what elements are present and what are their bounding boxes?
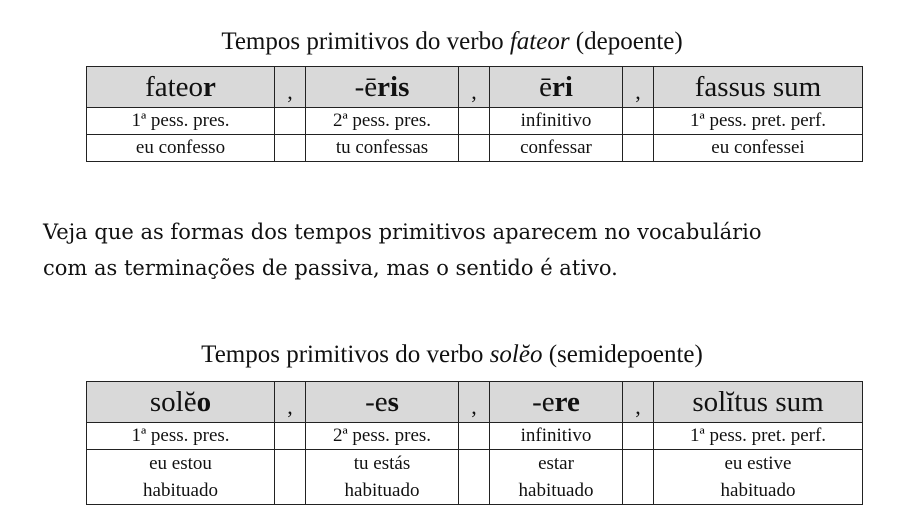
empty-cell <box>623 135 654 162</box>
translation-cell: eu confessei <box>654 135 863 162</box>
paragraph-line: Veja que as formas dos tempos primitivos aparecem no vocabulário <box>43 220 762 244</box>
empty-cell <box>275 423 306 450</box>
empty-cell <box>623 108 654 135</box>
separator-comma: , <box>459 67 490 108</box>
table1-title <box>0 27 904 57</box>
table2-title <box>0 340 904 370</box>
translation-line: habituado <box>143 480 218 501</box>
translation-cell <box>654 450 863 505</box>
separator-comma: , <box>623 382 654 423</box>
stem: fassus sum <box>694 70 822 103</box>
stem: -ē <box>354 70 378 103</box>
empty-cell <box>623 450 654 505</box>
table-row-forms <box>87 423 863 450</box>
translation-line: eu estive <box>724 453 792 474</box>
translation-line: tu estás <box>353 453 411 474</box>
translation-cell: eu confesso <box>87 135 275 162</box>
head-cell-3 <box>490 382 623 423</box>
stem: fateo <box>145 70 204 103</box>
table-row-head <box>87 67 863 108</box>
ending: r <box>203 70 216 103</box>
table-row-translations <box>87 450 863 505</box>
form-cell: 1ª pess. pret. perf. <box>654 423 863 450</box>
translation-line: eu estou <box>149 453 212 474</box>
separator-comma: , <box>623 67 654 108</box>
separator-comma: , <box>275 382 306 423</box>
title-text: Tempos primitivos do verbo <box>201 341 490 368</box>
table-row-translations <box>87 135 863 162</box>
paragraph-line: com as terminações de passiva, mas o sentido é ativo. <box>43 256 618 280</box>
empty-cell <box>275 450 306 505</box>
form-cell: 1ª pess. pres. <box>87 423 275 450</box>
head-cell-3 <box>490 67 623 108</box>
head-cell-2 <box>306 67 459 108</box>
translation-cell <box>306 450 459 505</box>
title-verb: fateor <box>509 28 570 55</box>
ending: re <box>554 385 580 418</box>
translation-line: estar <box>538 453 574 474</box>
ending: ris <box>377 70 410 103</box>
head-cell-4 <box>654 67 863 108</box>
separator-comma: , <box>459 382 490 423</box>
head-cell-2 <box>306 382 459 423</box>
form-cell: 2ª pess. pres. <box>306 423 459 450</box>
empty-cell <box>459 450 490 505</box>
ending: o <box>196 385 212 418</box>
head-cell-4 <box>654 382 863 423</box>
table-row-forms <box>87 108 863 135</box>
title-text: Tempos primitivos do verbo <box>221 28 510 55</box>
form-cell: infinitivo <box>490 423 623 450</box>
translation-line: habituado <box>344 480 420 501</box>
translation-cell: tu confessas <box>306 135 459 162</box>
empty-cell <box>623 423 654 450</box>
translation-line: habituado <box>720 480 796 501</box>
empty-cell <box>459 135 490 162</box>
title-text: (semidepoente) <box>542 341 703 368</box>
stem: ē <box>539 70 552 103</box>
stem: -e <box>365 385 388 418</box>
translation-line: habituado <box>518 480 594 501</box>
stem: solĭtus sum <box>692 385 824 418</box>
empty-cell <box>459 108 490 135</box>
ending: s <box>387 385 399 418</box>
translation-cell: confessar <box>490 135 623 162</box>
explanation-paragraph <box>43 214 883 286</box>
stem: -e <box>532 385 555 418</box>
principal-parts-table-fateor <box>86 66 863 162</box>
title-verb: solĕo <box>489 341 543 368</box>
separator-comma: , <box>275 67 306 108</box>
head-cell-1 <box>87 67 275 108</box>
ending: ri <box>551 70 573 103</box>
form-cell: 2ª pess. pres. <box>306 108 459 135</box>
title-text: (depoente) <box>569 28 683 55</box>
head-cell-1 <box>87 382 275 423</box>
empty-cell <box>275 135 306 162</box>
table-row-head <box>87 382 863 423</box>
empty-cell <box>275 108 306 135</box>
translation-cell <box>490 450 623 505</box>
principal-parts-table-soleo <box>86 381 863 505</box>
empty-cell <box>459 423 490 450</box>
form-cell: infinitivo <box>490 108 623 135</box>
form-cell: 1ª pess. pres. <box>87 108 275 135</box>
stem: solĕ <box>149 385 197 418</box>
form-cell: 1ª pess. pret. perf. <box>654 108 863 135</box>
translation-cell <box>87 450 275 505</box>
